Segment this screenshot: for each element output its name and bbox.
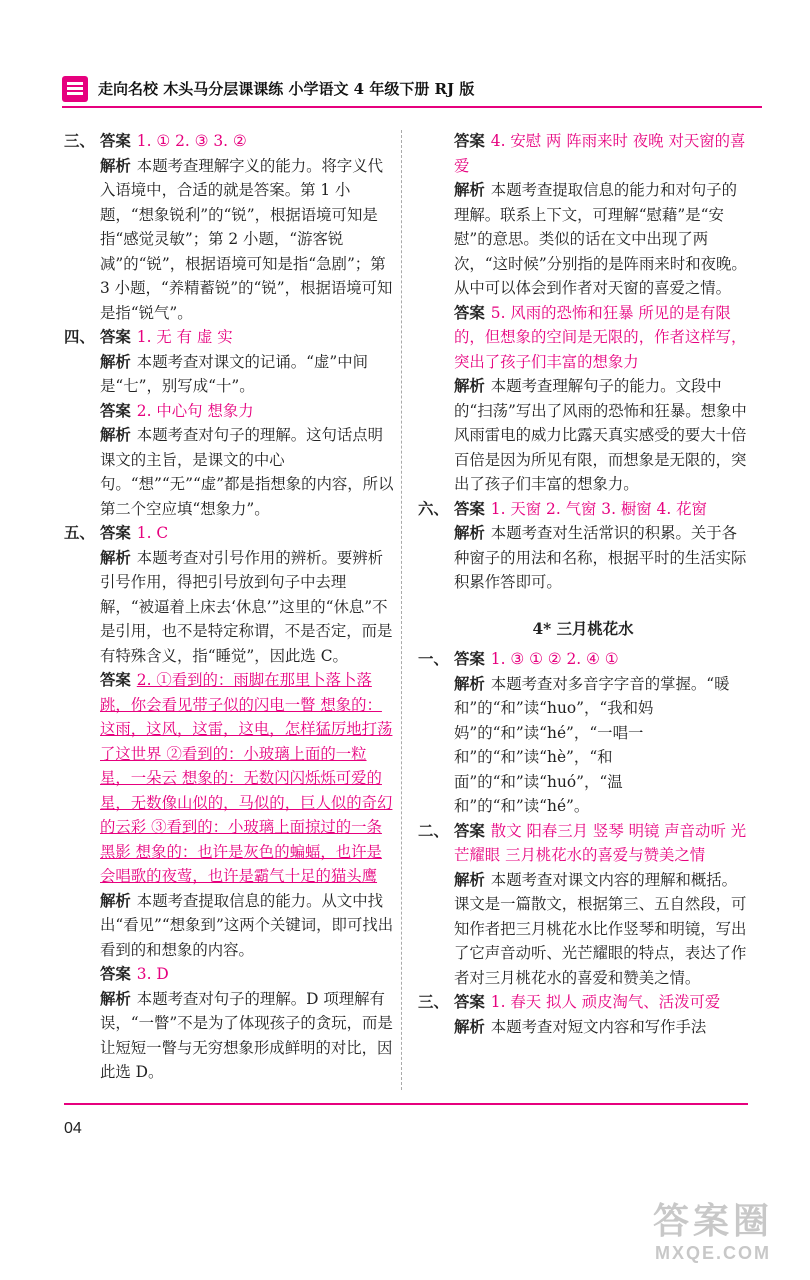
section-5-analysis-5 bbox=[418, 374, 748, 497]
analysis-text: 本题考查提取信息的能力。从文中找出“看见”“想象到”这两个关键词，即可找出看到的和想象的内容。 bbox=[100, 891, 394, 959]
answer-label: 答案 bbox=[454, 132, 485, 150]
answer-text: 1. 无 有 虚 实 bbox=[136, 328, 233, 346]
section-number: 六、 bbox=[418, 499, 449, 518]
section-number: 一、 bbox=[418, 650, 449, 668]
analysis-label: 解析 bbox=[100, 891, 131, 910]
answer-text: 1. C bbox=[136, 524, 169, 542]
answer-text: 3. D bbox=[136, 965, 169, 983]
page-header bbox=[62, 74, 762, 106]
answer-label: 答案 bbox=[100, 401, 131, 420]
analysis-label: 解析 bbox=[454, 870, 485, 889]
answer-label: 答案 bbox=[454, 499, 485, 518]
analysis-label: 解析 bbox=[454, 181, 485, 199]
lesson-section-2-answer bbox=[418, 819, 748, 868]
analysis-text: 本题考查对引号作用的辨析。要辨析引号作用，得把引号放到句子中去理解，“被逼着上床去‘休息’”这里的“休息”不是引用，也不是特定称谓，不是否定，而是有特殊含义，指“睡觉”，因此选 C。 bbox=[100, 548, 393, 665]
analysis-label: 解析 bbox=[100, 989, 131, 1008]
answer-text: 1. 春天 拟人 顽皮淘气、活泼可爱 bbox=[490, 993, 721, 1011]
right-column bbox=[418, 129, 748, 1039]
section-number: 三、 bbox=[418, 993, 449, 1011]
section-6-analysis bbox=[418, 521, 748, 595]
lesson-section-3-analysis bbox=[418, 1015, 748, 1040]
analysis-label: 解析 bbox=[100, 156, 131, 175]
section-number: 五、 bbox=[64, 524, 95, 542]
analysis-text: 本题考查对多音字字音的掌握。“暖和”的“和”读“huo”，“我和妈妈”的“和”读“hé”，“一唱一和”的“和”读“hè”，“和面”的“和”读“huó”，“温和”的“和”读“hé”。 bbox=[454, 674, 730, 815]
answer-label: 答案 bbox=[454, 303, 485, 322]
footer-rule bbox=[64, 1103, 748, 1105]
book-icon bbox=[62, 76, 88, 102]
section-5-analysis-4 bbox=[418, 178, 748, 301]
answer-label: 答案 bbox=[100, 524, 131, 542]
lesson-section-3-answer bbox=[418, 990, 748, 1015]
section-5-analysis-1 bbox=[64, 546, 394, 669]
section-5-answer-4 bbox=[418, 129, 748, 178]
analysis-label: 解析 bbox=[100, 548, 131, 567]
analysis-text: 本题考查理解字义的能力。将字义代入语境中，合适的就是答案。第 1 小题，“想象锐利”的“锐”，根据语境可知是指“感觉灵敏”；第 2 小题，“游客锐减”的“锐”，根据语境可知是指“急剧”；第 3 小题，“养精蓄锐”的“锐”，根据语境可知是指“锐气”。 bbox=[100, 156, 393, 322]
analysis-text: 本题考查提取信息的能力和对句子的理解。联系上下文，可理解“慰藉”是“安慰”的意思。类似的话在文中出现了两次，“这时候”分别指的是阵雨来时和夜晚。从中可以体会到作者对天窗的喜爱之情。 bbox=[454, 181, 747, 297]
answer-label: 答案 bbox=[100, 671, 131, 689]
lesson-title: 4* 三月桃花水 bbox=[532, 619, 634, 638]
answer-text: 1. 天窗 2. 气窗 3. 橱窗 4. 花窗 bbox=[490, 499, 707, 518]
analysis-label: 解析 bbox=[454, 1017, 485, 1036]
watermark-logo bbox=[628, 1200, 798, 1270]
lesson-section-2-analysis bbox=[418, 868, 748, 991]
analysis-label: 解析 bbox=[454, 524, 485, 542]
analysis-text: 本题考查对课文的记诵。“虚”中间是“七”，别写成“十”。 bbox=[100, 352, 369, 395]
analysis-label: 解析 bbox=[454, 674, 485, 693]
answer-label: 答案 bbox=[454, 993, 485, 1011]
analysis-text: 本题考查对生活常识的积累。关于各种窗子的用法和名称，根据平时的生活实际积累作答即可。 bbox=[454, 524, 747, 591]
analysis-label: 解析 bbox=[100, 352, 131, 371]
section-3-answer bbox=[64, 129, 394, 154]
section-4-answer-2 bbox=[64, 399, 394, 424]
answer-text: 5. 风雨的恐怖和狂暴 所见的是有限的，但想象的空间是无限的，作者这样写，突出了孩子们丰富的想象力 bbox=[454, 303, 747, 371]
analysis-text: 本题考查对句子的理解。D 项理解有误，“一瞥”不是为了体现孩子的贪玩，而是让短短一瞥与无穷想象形成鲜明的对比，因此选 D。 bbox=[100, 989, 393, 1081]
answer-label: 答案 bbox=[100, 132, 131, 150]
answer-text: 2. 中心句 想象力 bbox=[136, 401, 254, 420]
section-5-analysis-3 bbox=[64, 987, 394, 1085]
answer-text: 散文 阳春三月 竖琴 明镜 声音动听 光芒耀眼 三月桃花水的喜爱与赞美之情 bbox=[454, 821, 747, 864]
section-4-analysis-2 bbox=[64, 423, 394, 521]
page-number: 04 bbox=[64, 1120, 82, 1137]
section-4-analysis-1 bbox=[64, 350, 394, 399]
column-divider bbox=[401, 130, 402, 1090]
section-5-analysis-2 bbox=[64, 889, 394, 963]
header-title: 走向名校 木头马分层课课练 小学语文 4 年级下册 RJ 版 bbox=[98, 80, 475, 98]
lesson-section-1-analysis bbox=[418, 672, 748, 819]
answer-label: 答案 bbox=[454, 650, 485, 668]
left-column bbox=[64, 129, 394, 1085]
answer-label: 答案 bbox=[100, 328, 131, 346]
section-number: 三、 bbox=[64, 132, 95, 150]
analysis-label: 解析 bbox=[454, 377, 485, 395]
answer-label: 答案 bbox=[100, 965, 131, 983]
section-3-analysis bbox=[64, 154, 394, 326]
analysis-text: 本题考查对短文内容和写作手法 bbox=[490, 1017, 707, 1036]
lesson-section-1-answer bbox=[418, 647, 748, 672]
analysis-text: 本题考查对句子的理解。这句话点明课文的主旨，是课文的中心句。“想”“无”“虚”都是指想象的内容，所以第二个空应填“想象力”。 bbox=[100, 426, 394, 518]
section-5-answer-1 bbox=[64, 521, 394, 546]
answer-text: 1. ① 2. ③ 3. ② bbox=[136, 132, 247, 150]
answer-text: 2. ①看到的：雨脚在那里卜落卜落跳，你会看见带子似的闪电一瞥 想象的：这雨，这风，这雷，这电，怎样猛厉地打荡了这世界 ②看到的：小玻璃上面的一粒星，一朵云 想象的：无数闪闪烁烁可爱的星，无数像山似的，马似的，巨人似的奇幻的云彩 ③看到的：小玻璃上面掠过的一条黑影 想象的：也许是灰色的蝙蝠，也许是会唱歌的夜莺，也许是霸气十足的猫头鹰 bbox=[100, 671, 393, 885]
analysis-text: 本题考查理解句子的能力。文段中的“扫荡”写出了风雨的恐怖和狂暴。想象中风雨雷电的威力比露天真实感受的要大十倍百倍是因为所见有限，而想象是无限的，突出了孩子们丰富的想象力。 bbox=[454, 377, 747, 493]
watermark-text: 答案圈 bbox=[652, 1200, 773, 1241]
section-number: 四、 bbox=[64, 328, 95, 346]
answer-text: 1. ③ ① ② 2. ④ ① bbox=[490, 650, 619, 668]
section-4-answer-1 bbox=[64, 325, 394, 350]
section-5-answer-3 bbox=[64, 962, 394, 987]
analysis-text: 本题考查对课文内容的理解和概括。课文是一篇散文，根据第三、五自然段，可知作者把三月桃花水比作竖琴和明镜，写出了它声音动听、光芒耀眼的特点，表达了作者对三月桃花水的喜爱和赞美之情。 bbox=[454, 870, 747, 987]
header-rule bbox=[62, 106, 762, 108]
analysis-label: 解析 bbox=[100, 426, 131, 444]
section-number: 二、 bbox=[418, 821, 449, 840]
watermark-url: MXQE.COM bbox=[654, 1243, 771, 1263]
section-6-answer bbox=[418, 497, 748, 522]
answer-label: 答案 bbox=[454, 821, 485, 840]
section-5-answer-2 bbox=[64, 668, 394, 889]
section-5-answer-5 bbox=[418, 301, 748, 375]
answer-text: 4. 安慰 两 阵雨来时 夜晚 对天窗的喜爱 bbox=[454, 132, 746, 175]
